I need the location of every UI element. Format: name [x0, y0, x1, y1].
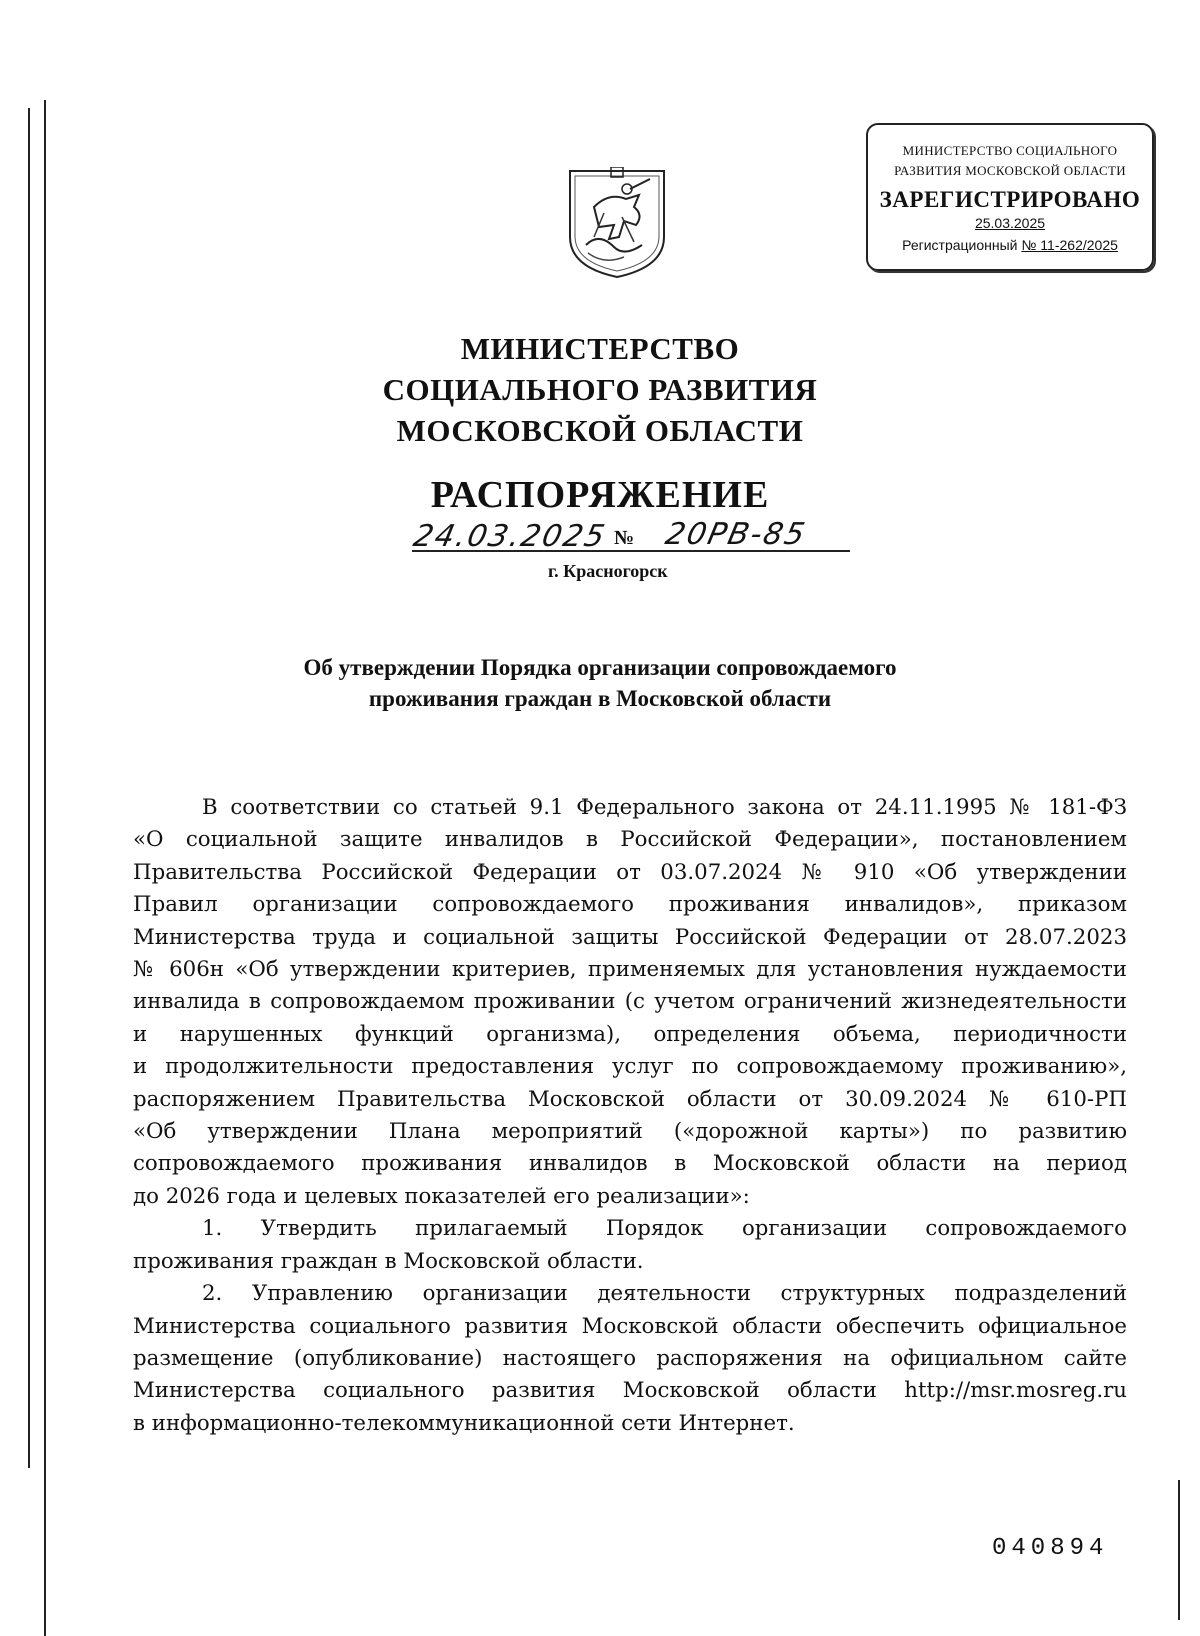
body-line: распоряжением Правительства Московской области от 30.09.2024 № 610-РП: [133, 1086, 1127, 1112]
body-line: и продолжительности предоставления услуг по сопровождаемому проживанию»,: [133, 1054, 1127, 1080]
stamp-org-line2: РАЗВИТИЯ МОСКОВСКОЙ ОБЛАСТИ: [894, 163, 1126, 178]
body-line: Правительства Российской Федерации от 03.07.2024 № 910 «Об утверждении: [133, 859, 1127, 885]
stamp-date: 25.03.2025: [974, 215, 1046, 231]
stamp-org-line1: МИНИСТЕРСТВО СОЦИАЛЬНОГО: [902, 143, 1118, 158]
body-line: «О социальной защите инвалидов в Российской Федерации», постановлением: [133, 827, 1127, 853]
handwritten-number: 20РВ-85: [662, 517, 810, 552]
body-line: Министерства социального развития Московской области http://msr.mosreg.ru: [133, 1378, 1127, 1404]
body-line: в информационно-телекоммуникационной сети Интернет.: [133, 1410, 795, 1436]
body-line: инвалида в сопровождаемом проживании (с учетом ограничений жизнедеятельности: [133, 989, 1127, 1015]
body-line: и нарушенных функций организма), определения объема, периодичности: [133, 1021, 1127, 1047]
document-type: РАСПОРЯЖЕНИЕ: [430, 474, 770, 516]
document-body: [133, 792, 1127, 1440]
body-line: Министерства социального развития Московской области обеспечить официальное: [133, 1313, 1127, 1339]
body-line: размещение (опубликование) настоящего распоряжения на официальном сайте: [133, 1345, 1127, 1371]
coat-of-arms-icon: [564, 167, 670, 279]
body-line: «Об утверждении Плана мероприятий («дорожной карты») по развитию: [133, 1119, 1127, 1145]
number-sign: №: [614, 527, 635, 549]
stamp-reg-value: № 11-262/2025: [1021, 237, 1118, 253]
stamp-reg-number: [868, 237, 1152, 253]
ministry-line1: МИНИСТЕРСТВО: [460, 331, 740, 366]
paragraph-item-1: [133, 1213, 1127, 1278]
body-line: Правил организации сопровождаемого проживания инвалидов», приказом: [133, 892, 1127, 918]
paragraph-item-2: [133, 1278, 1127, 1440]
scan-edge-line-right: [1178, 1480, 1180, 1620]
ministry-name: [0, 328, 1200, 451]
document-title: [0, 652, 1200, 714]
ministry-line3: МОСКОВСКОЙ ОБЛАСТИ: [396, 413, 804, 448]
body-line: № 606н «Об утверждении критериев, применяемых для установления нуждаемости: [133, 957, 1127, 983]
scan-edge-line-left-1: [28, 108, 30, 1468]
body-line: В соответствии со статьей 9.1 Федерального закона от 24.11.1995 № 181-ФЗ: [202, 795, 1127, 820]
ministry-line2: СОЦИАЛЬНОГО РАЗВИТИЯ: [382, 372, 818, 407]
body-line: 1. Утвердить прилагаемый Порядок организации сопровождаемого: [202, 1216, 1127, 1242]
body-line: Министерства труда и социальной защиты Российской Федерации от 28.07.2023: [133, 924, 1127, 950]
body-line: сопровождаемого проживания инвалидов в Московской области на период: [133, 1151, 1127, 1177]
stamp-reg-label: Регистрационный: [902, 237, 1018, 253]
handwritten-date: 24.03.2025: [410, 519, 610, 554]
registration-stamp: [866, 123, 1154, 271]
title-line2: проживания граждан в Московской области: [368, 686, 832, 711]
title-line1: Об утверждении Порядка организации сопровождаемого: [303, 655, 897, 680]
stamp-status: ЗАРЕГИСТРИРОВАНО: [879, 187, 1141, 212]
body-line: до 2026 года и целевых показателей его реализации»:: [133, 1183, 750, 1209]
body-line: проживания граждан в Московской области.: [133, 1248, 644, 1274]
city-name: г. Красногорск: [548, 561, 668, 581]
body-line: 2. Управлению организации деятельности структурных подразделений: [202, 1281, 1127, 1307]
paragraph-preamble: [133, 792, 1127, 1213]
document-serial-number: 040894: [992, 1535, 1109, 1562]
